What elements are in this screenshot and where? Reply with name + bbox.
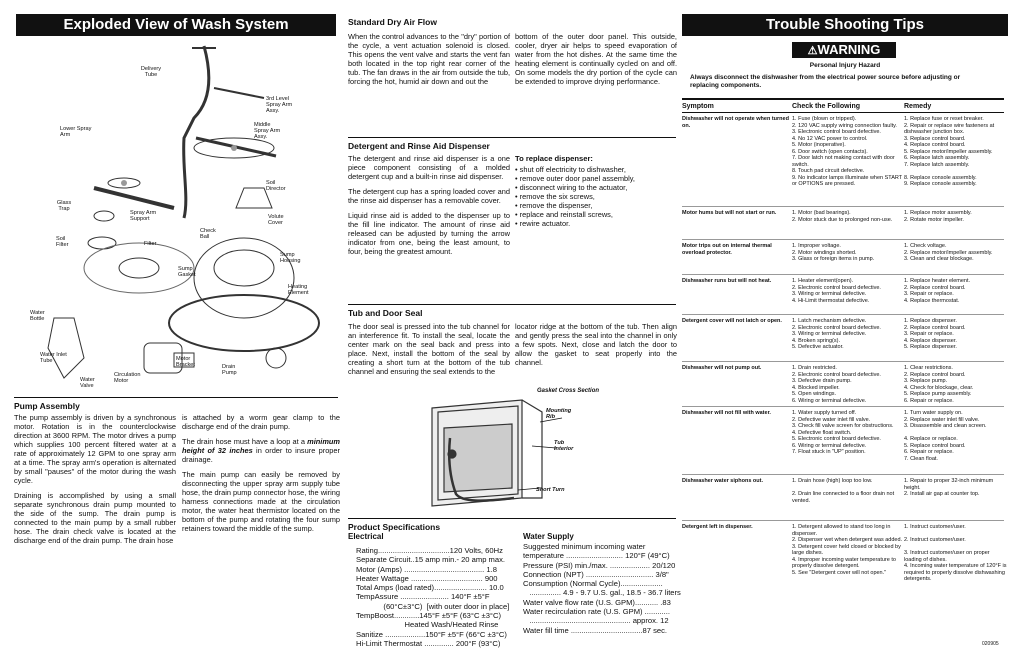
check-item: 4. No 12 VAC power to control. (792, 135, 868, 142)
spec-row: Motor (Amps) ...................................... 1.8 (356, 564, 497, 574)
check-item: 5. Motor (inoperative). (792, 142, 846, 148)
remedy-cell (904, 243, 1008, 263)
remedy-item: 1. Check voltage. (904, 243, 947, 249)
remedy-item: 3. Repair or replace. (904, 291, 954, 297)
symptom-cell: Dishwasher will not fill with water. (682, 410, 771, 416)
symptom-cell: Dishwasher will not pump out. (682, 365, 762, 371)
list-item: • remove outer door panel assembly, (515, 174, 677, 183)
warning-triangle-icon: ⚠ (807, 45, 818, 57)
spec-row: (60°C±3°C) [with outer door in place] (356, 601, 510, 611)
remedy-item: 5. Replace pump assembly. (904, 391, 972, 397)
remedy-item: 1. Clear restrictions. (904, 365, 953, 371)
list-item: • replace and reinstall screws, (515, 210, 677, 219)
check-item: 1. Latch mechanism defective. (792, 318, 867, 324)
detergent-paragraph: The detergent cup has a spring loaded cover and the rinse aid dispenser has a removable cover. (348, 187, 510, 205)
check-item: 1. Fuse (blown or tripped). (792, 116, 857, 122)
remedy-item: 2. Replace motor/impeller assembly. (904, 249, 993, 256)
dry-text-col1: When the control advances to the "dry" portion of the cycle, a vent actuation solenoid is closed. This opens the vent valve and starts the vent fan both located in the top right rear corner of the tub. The fan draws in the air from outside the tub, forcing the hot, humid air down and out the (348, 32, 510, 86)
remedy-item: 3. Clean and clear blockage. (904, 256, 974, 262)
product-specs-heading: Product Specifications (348, 518, 676, 532)
check-item: 3. Glass or foreign items in pump. (792, 256, 875, 262)
list-item: • remove the dispenser, (515, 201, 677, 210)
label-lower-arm: Lower Spray Arm (60, 126, 92, 139)
remedy-cell (904, 116, 1008, 188)
remedy-item: 3. Replace control board. (904, 135, 966, 142)
remedy-item: 2. Replace control board. (904, 324, 966, 331)
electrical-specs (356, 546, 516, 648)
check-item: 4. Defective float switch. (792, 429, 852, 436)
tub-text-col2: locator ridge at the bottom of the tub. Then align and gently press the seal into the channel in only a few spots. Next, close and latch the door to allow the gasket to seat properly into the channel. (515, 322, 677, 367)
remedy-cell (904, 410, 1008, 462)
remedy-item: 2. Replace control board. (904, 284, 966, 291)
spec-row: Heated Wash/Heated Rinse (356, 620, 499, 630)
dry-text-col2: bottom of the outer door panel. This outside, cooler, dryer air helps to speed evaporation of water from the hot dishes. At the same time the heating element is continually cycled on and off. On some models the dry portion of the cycle can be extended to improve drying performance. (515, 32, 677, 86)
pump-paragraph: The pump assembly is driven by a synchronous motor. Rotation is in the counterclockwise direction at 3600 RPM. The motor drives a pump which supplies 100 percent filtered water at a rate of approximately 12 GPM to one spray arm at a time. The spray arm's operation is alternated by small "pauses" of the motor during the wash cycle. (14, 413, 176, 485)
spec-row: Total Amps (load rated)......................... 10.0 (356, 583, 504, 593)
label-check-ball: Check Ball (200, 228, 216, 241)
dry-air-heading: Standard Dry Air Flow (348, 17, 437, 27)
spec-row: Separate Circuit..15 amp min.- 20 amp max. (356, 555, 505, 565)
check-item: 6. Door switch (open contacts). (792, 148, 868, 155)
check-item: 1. Water supply turned off. (792, 410, 857, 416)
text-span: in order to insure proper drainage. (182, 446, 340, 464)
emphasis-text: minimum height of 32 inches (182, 437, 340, 455)
label-heating-element: Heating Element (288, 284, 309, 297)
check-item: 4. Hi-Limit thermostat defective. (792, 297, 870, 304)
symptom-cell: Detergent left in dispenser. (682, 524, 753, 530)
check-item: 7. Door latch not making contact with door switch. (792, 155, 895, 168)
label-delivery-tube: Delivery Tube (140, 66, 162, 79)
check-item: 1. Drain restricted. (792, 365, 837, 371)
label-glass-trap: Glass Trap (56, 200, 72, 213)
check-item: 3. Detergent cover held closed or blocked by large dishes. (792, 543, 901, 556)
spec-row: ................................................ approx. 12 (523, 616, 669, 626)
remedy-item: 4. Check for blockage, clear. (904, 384, 974, 391)
remedy-item: 1. Replace fuse or reset breaker. (904, 116, 984, 122)
symptom-cell: Motor trips out on internal thermal overload protector. (682, 243, 772, 256)
spec-row: Water valve flow rate (U.S. GPM)........... .83 (523, 597, 671, 607)
remedy-item: 1. Turn water supply on. (904, 410, 963, 416)
check-item: 4. Blocked impeller. (792, 384, 840, 391)
remedy-item: 4. Replace control board. (904, 142, 966, 148)
remedy-item: 1. Instruct customer/user. (904, 524, 966, 530)
check-item: 1. Drain hose (high) loop too low. (792, 478, 873, 484)
spec-row: ............... 4.9 - 9.7 U.S. gal., 18.5 - 36.7 liters (523, 588, 681, 598)
label-drain-pump: Drain Pump (222, 364, 237, 377)
warning-banner (792, 42, 896, 58)
check-item: 1. Detergent allowed to stand too long in dispenser. (792, 524, 891, 537)
check-item: 5. Defective actuator. (792, 344, 844, 350)
remedy-item: 4. Replace or replace. (904, 436, 958, 442)
check-item: 2. Defective water inlet fill valve. (792, 416, 871, 423)
document-code: 020905 (982, 641, 999, 647)
gasket-diagram-title: Gasket Cross Section (537, 388, 600, 394)
list-item: • disconnect wiring to the actuator, (515, 183, 677, 192)
check-item: 2. Drain line connected to a floor drain not vented. (792, 491, 895, 504)
check-cell (792, 524, 904, 576)
label-volute-cover: Volute Cover (268, 214, 284, 227)
check-item: 3. Electronic control board defective. (792, 129, 881, 135)
check-cell (792, 365, 904, 404)
electrical-heading: Electrical (348, 532, 384, 541)
remedy-cell (904, 318, 1008, 351)
remedy-item: 3. Instruct customer/user on proper loading of dishes. (904, 550, 990, 563)
symptom-cell: Dishwasher will not operate when turned on. (682, 116, 789, 129)
spec-row: Heater Wattage .................................. 900 (356, 573, 498, 583)
remedy-item: 2. Install air gap at counter top. (904, 491, 980, 497)
column-symptom: Symptom (682, 103, 714, 110)
remedy-item: 3. Replace pump. (904, 378, 948, 384)
spec-row: Water fill time ..................................87 sec. (523, 625, 668, 635)
warning-notice: Always disconnect the dishwasher from the electrical power source before adjusting or replacing components. (690, 74, 961, 89)
remedy-item: 6. Replace latch assembly. (904, 155, 970, 161)
check-item: 4. Improper incoming water temperature to properly dissolve detergent. (792, 556, 896, 569)
check-item: 3. Wiring or terminal defective. (792, 331, 867, 337)
remedy-item: 7. Replace latch assembly. (904, 161, 970, 168)
check-item: 2. Motor stuck due to prolonged non-use. (792, 216, 893, 223)
label-soil-director: Soil Director (266, 180, 286, 193)
detergent-paragraph: Liquid rinse aid is added to the dispenser up to the fill line indicator. The amount of rinse aid released can be adjusted by turning the arrow indicator from one, being the least amount, to four, being the greatest amount. (348, 211, 510, 256)
tub-seal-heading: Tub and Door Seal (348, 304, 676, 318)
check-item: 2. Electronic control board defective. (792, 371, 881, 378)
list-item: • shut off electricity to dishwasher, (515, 165, 677, 174)
spec-row: Sanitize ...................150°F ±5°F (66°C ±3°C) (356, 629, 507, 639)
remedy-item: 1. Repair to proper 32-inch minimum height. (904, 478, 994, 491)
troubleshooting-title: Trouble Shooting Tips (682, 14, 1008, 36)
spec-row: Hi-Limit Thermostat .............. 200°F (93°C) (356, 638, 501, 648)
detergent-paragraph: The detergent and rinse aid dispenser is a one piece component consisting of a molded detergent cup and a built-in rinse aid dispenser. (348, 154, 510, 181)
spec-row: temperature ........................... 120°F (49°C) (523, 551, 670, 561)
column-remedy: Remedy (904, 103, 932, 110)
remedy-item: 3. Disassemble and clean screen. (904, 423, 987, 429)
remedy-item: 1. Replace motor assembly. (904, 210, 972, 216)
label-short-turn: Short Turn (536, 487, 565, 493)
label-circulation-motor: Circulation Motor (114, 372, 141, 385)
pump-text-col1 (14, 413, 176, 551)
remedy-item: 4. Incoming water temperature of 120°F is required to properly dissolve dishwashing detergents. (904, 563, 1007, 582)
remedy-item: 5. Replace motor/impeller assembly. (904, 148, 993, 155)
check-item: 9. No indicator lamps illuminate when START or OPTIONS are pressed. (792, 174, 903, 187)
remedy-item: 2. Replace control board. (904, 371, 966, 378)
check-cell (792, 243, 904, 263)
check-item: 8. Touch pad circuit defective. (792, 168, 865, 174)
remedy-item: 5. Replace dispenser. (904, 344, 957, 350)
list-item: • rewire actuator. (515, 219, 677, 228)
check-item: 2. Dispenser wet when detergent was added. (792, 537, 903, 543)
remedy-item: 9. Replace console assembly. (904, 181, 977, 187)
spec-row: Connection (NPT) ................................ 3/8" (523, 569, 669, 579)
symptom-cell: Motor hums but will not start or run. (682, 210, 777, 216)
detergent-heading: Detergent and Rinse Aid Dispenser (348, 137, 676, 151)
replace-dispenser-heading: To replace dispenser: (515, 154, 593, 163)
spec-row: Pressure (PSI) min./max. ................... 20/120 (523, 560, 676, 570)
check-cell (792, 278, 904, 304)
check-cell (792, 210, 904, 223)
label-middle-arm: Middle Spray Arm Assy. (254, 122, 281, 141)
pump-paragraph: is attached by a worm gear clamp to the discharge end of the drain pump. (182, 413, 340, 431)
remedy-cell (904, 524, 1008, 583)
tub-text-col1: The door seal is pressed into the tub channel for an interference fit. To install the seal, locate the center mark on the seal back and press into place. Next, install the bottom of the seal by creating a short turn at the bottom of the tub channel and ensuring the seal extends to the (348, 322, 510, 376)
remedy-item: 2. Repair or replace wire fasteners at dishwasher junction box. (904, 122, 995, 135)
remedy-item: 1. Replace dispenser. (904, 318, 957, 324)
spec-row: TempBoost............145°F ±5°F (63°C ±3°C) (356, 611, 501, 621)
pump-paragraph: The main pump can easily be removed by disconnecting the upper spray arm supply tube hose, the drain pump connector hose, the wiring harness connections made at the circulation motor, the water heat thermistor located on the bottom of the pump and rotating the four sump retainers toward the middle of the sump. (182, 470, 340, 533)
check-item: 3. Check fill valve screen for obstructions. (792, 423, 894, 429)
label-sump-gasket: Sump Gasket (178, 266, 196, 279)
label-filter: Filter (144, 241, 157, 247)
symptom-cell: Dishwasher water siphons out. (682, 478, 763, 484)
check-item: 6. Wiring or terminal defective. (792, 442, 867, 449)
check-item: 2. Electronic control board defective. (792, 324, 881, 331)
warning-label: WARNING (817, 42, 881, 57)
check-item: 5. Electronic control board defective. (792, 436, 881, 442)
label-sump-housing: Sump Housing (280, 252, 301, 265)
spec-row: Consumption (Normal Cycle).................... (523, 579, 663, 589)
remedy-item: 2. Instruct customer/user. (904, 537, 966, 543)
check-item: 2. 120 VAC supply wiring connection faulty. (792, 122, 897, 129)
remedy-item: 4. Replace thermostat. (904, 297, 960, 304)
remedy-cell (904, 478, 1008, 498)
detergent-text (348, 154, 510, 262)
check-item: 5. Open windings. (792, 391, 837, 397)
remedy-item: 1. Replace heater element. (904, 278, 971, 284)
check-item: 3. Defective drain pump. (792, 378, 852, 384)
check-item: 2. Motor windings shorted. (792, 249, 857, 256)
injury-hazard: Personal Injury Hazard (809, 62, 881, 69)
check-item: 1. Heater element(open). (792, 278, 854, 284)
remedy-item: 5. Replace control board. (904, 442, 966, 449)
remedy-cell (904, 365, 1008, 404)
remedy-cell (904, 278, 1008, 304)
check-cell (792, 318, 904, 351)
check-cell (792, 410, 904, 456)
label-mounting-rib: Mounting Rib (546, 408, 572, 421)
remedy-item: 7. Clean float. (904, 455, 938, 462)
remedy-item: 6. Repair or replace. (904, 397, 954, 404)
pump-paragraph: Draining is accomplished by using a small separate synchronous drain pump mounted to the side of the sump. The drain pump is connected to the main pump by a small rubber hose. The drain check valve is located at the discharge end of the drain pump. The drain hose (14, 491, 176, 545)
label-soil-filter: Soil Filter (56, 236, 69, 249)
exploded-view-title: Exploded View of Wash System (16, 14, 336, 36)
text-span: The drain hose must have a loop at a (182, 437, 308, 446)
check-item: 4. Broken spring(s). (792, 337, 840, 344)
symptom-cell: Dishwasher runs but will not heat. (682, 278, 772, 284)
check-cell (792, 116, 904, 188)
check-item: 2. Electronic control board defective. (792, 284, 881, 291)
symptom-cell: Detergent cover will not latch or open. (682, 318, 782, 324)
remedy-item: 8. Replace console assembly. (904, 174, 977, 181)
remedy-item: 4. Replace dispenser. (904, 337, 957, 344)
label-spray-arm-support: Spray Arm Support (130, 210, 157, 223)
remedy-item: 2. Rotate motor impeller. (904, 216, 964, 223)
label-third-level-arm: 3rd Level Spray Arm Assy. (266, 96, 293, 115)
check-item: 7. Float stuck in "UP" position. (792, 449, 866, 455)
spec-row: Water recirculation rate (U.S. GPM) ............ (523, 607, 670, 617)
check-cell (792, 478, 904, 504)
replace-steps-list (515, 165, 677, 228)
column-check: Check the Following (792, 103, 861, 110)
list-item: • remove the six screws, (515, 192, 677, 201)
check-item: 6. Wiring or terminal defective. (792, 397, 867, 404)
pump-assembly-heading: Pump Assembly (14, 397, 338, 411)
check-item: 3. Wiring or terminal defective. (792, 291, 867, 297)
remedy-item: 3. Repair or replace. (904, 331, 954, 337)
check-item: 5. See "Detergent cover will not open." (792, 569, 887, 576)
water-supply-heading: Water Supply (523, 532, 574, 541)
drain-hose-paragraph (182, 437, 340, 464)
check-item: 1. Improper voltage. (792, 243, 841, 249)
label-water-inlet-tube: Water Inlet Tube (40, 352, 67, 365)
remedy-item: 6. Repair or replace. (904, 449, 954, 455)
check-item: 1. Motor (bad bearings). (792, 210, 851, 216)
spec-row: Suggested minimum incoming water (523, 542, 646, 551)
water-specs (523, 542, 681, 635)
label-motor-bracket: Motor Bracket (176, 356, 195, 369)
label-water-bottle: Water Bottle (30, 310, 45, 323)
pump-text-col2 (182, 413, 340, 539)
remedy-cell (904, 210, 1008, 223)
remedy-item: 2. Replace water inlet fill valve. (904, 416, 980, 423)
spec-row: TempAssure ....................... 140°F ±5°F (356, 592, 490, 602)
spec-row: Rating..................................120 Volts, 60Hz (356, 546, 503, 555)
label-tub-interior: Tub Interior (554, 440, 574, 453)
label-water-valve: Water Valve (80, 377, 95, 390)
